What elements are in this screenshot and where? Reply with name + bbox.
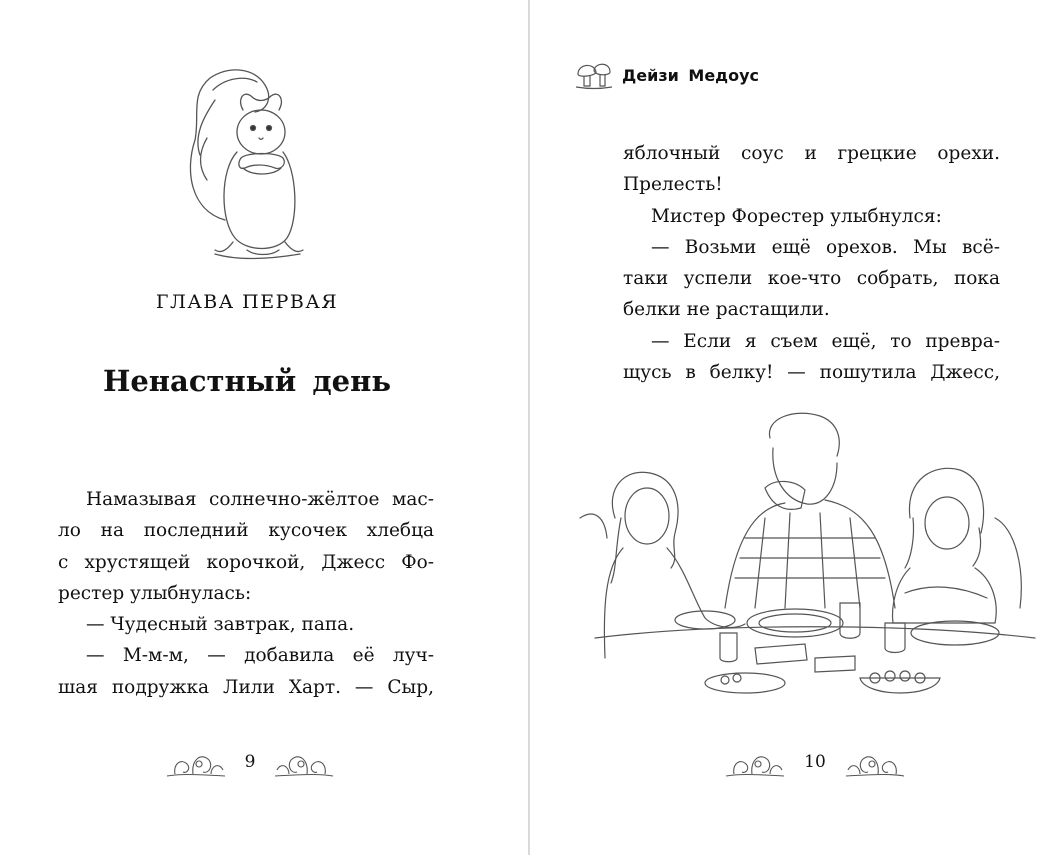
text-line: — М-м-м, — добавила её луч-	[86, 645, 434, 667]
left-page	[0, 0, 529, 855]
right-page	[530, 0, 1063, 855]
text-line: — Возьми ещё орехов. Мы всё-	[651, 236, 1000, 258]
text-line: Прелесть!	[623, 174, 723, 196]
chapter-title: Ненастный день	[102, 364, 392, 398]
left-body-text	[58, 484, 434, 703]
page-footer	[715, 740, 915, 784]
right-flourish-icon	[844, 742, 906, 782]
text-line: Мистер Форестер улыбнулся:	[651, 205, 942, 227]
left-flourish-icon	[724, 742, 786, 782]
text-line: с хрустящей корочкой, Джесс Фо-	[58, 551, 434, 573]
page-number: 9	[244, 752, 256, 772]
running-head: Дейзи Медоус	[622, 66, 759, 85]
text-line: — Если я съем ещё, то превра-	[651, 330, 1000, 352]
squirrel-illustration	[185, 60, 305, 270]
text-line: шая подружка Лили Харт. — Сыр,	[58, 676, 434, 698]
chapter-label: ГЛАВА ПЕРВАЯ	[155, 291, 339, 313]
left-flourish-icon	[165, 742, 227, 782]
text-line: таки успели кое-что собрать, пока	[623, 268, 1000, 290]
right-flourish-icon	[273, 742, 335, 782]
text-line: — Чудесный завтрак, папа.	[86, 614, 355, 636]
right-body-text	[623, 138, 1000, 388]
text-line: белки не растащили.	[623, 299, 830, 321]
text-line: яблочный соус и грецкие орехи.	[623, 143, 1000, 164]
text-line: Намазывая солнечно-жёлтое мас-	[86, 489, 434, 510]
page-number: 10	[804, 752, 826, 772]
page-footer	[150, 740, 350, 784]
text-line: щусь в белку! — пошутила Джесс,	[623, 362, 1000, 384]
text-line: рестер улыбнулась:	[58, 582, 252, 604]
breakfast-table-illustration	[575, 408, 1045, 708]
mushroom-icon	[574, 58, 614, 90]
text-line: ло на последний кусочек хлебца	[58, 520, 434, 542]
